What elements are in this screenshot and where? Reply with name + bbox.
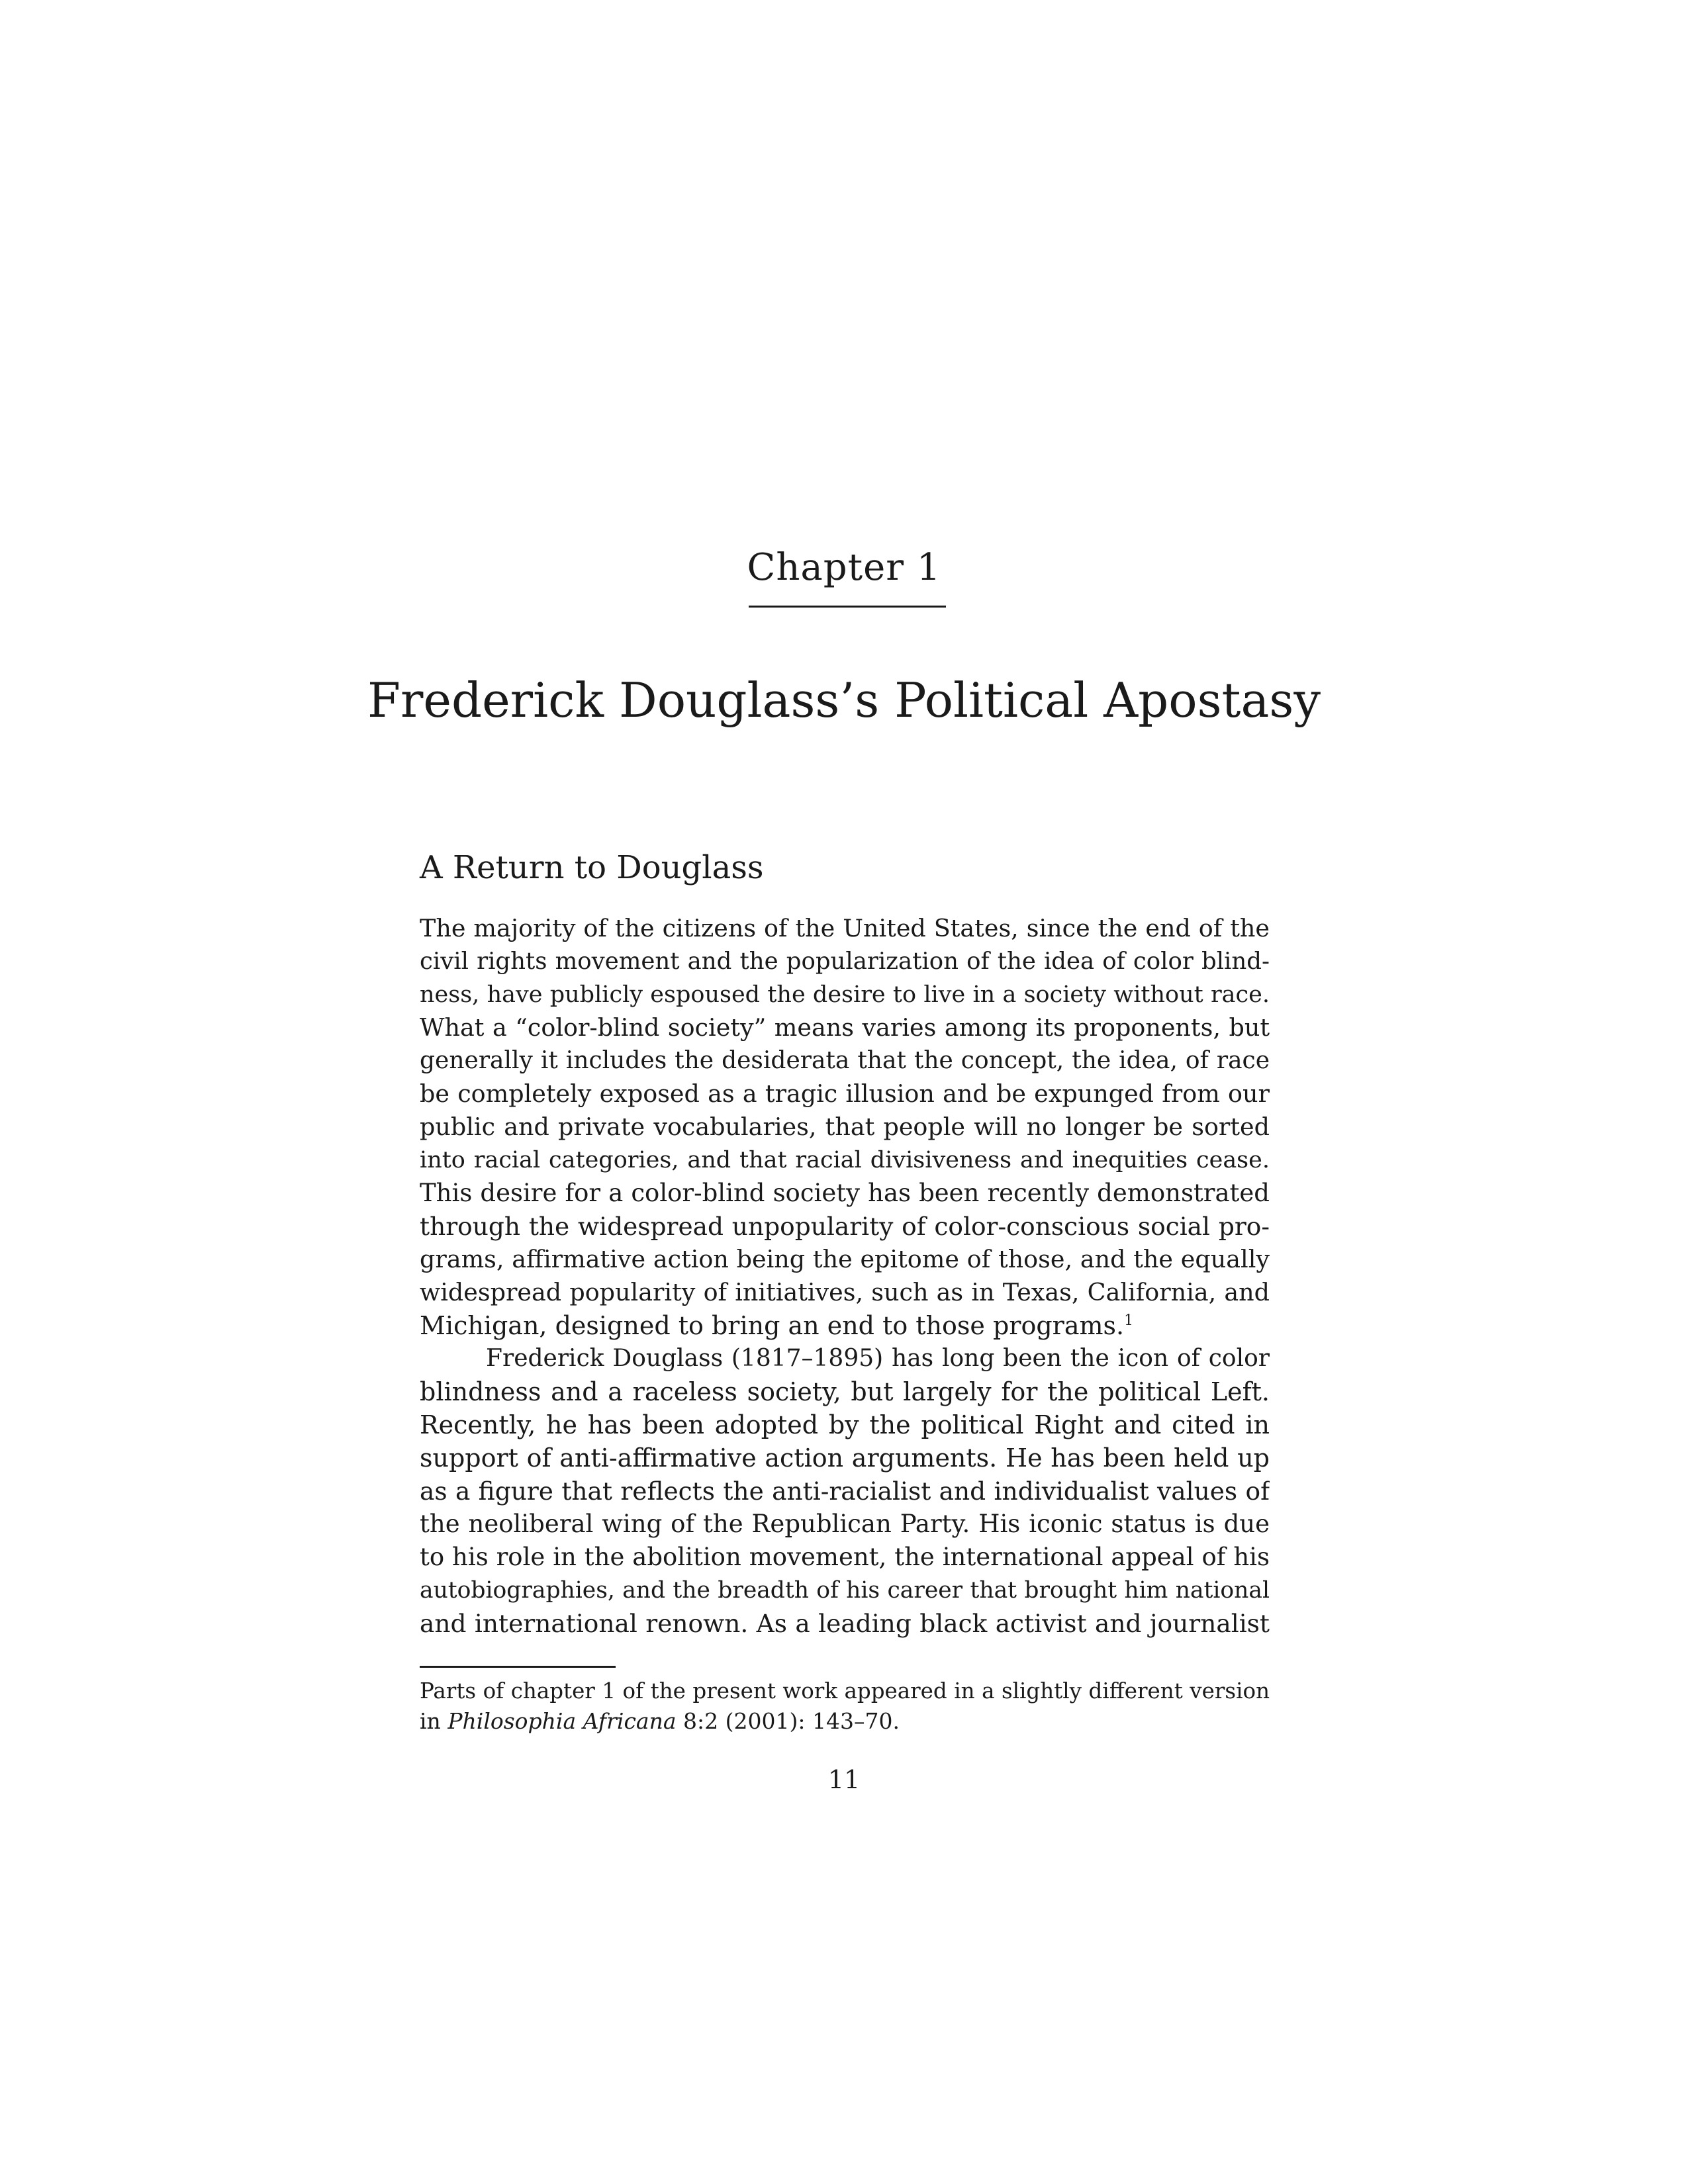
footnote-reference[interactable]: 1	[1124, 1312, 1134, 1329]
section-heading: A Return to Douglass	[420, 849, 764, 886]
footnote-citation: 8:2 (2001): 143–70.	[676, 1708, 900, 1734]
text-line: grams, affirmative action being the epitome of those, and the equally	[420, 1245, 1270, 1273]
text-line: public and private vocabularies, that people will no longer be sorted	[420, 1113, 1270, 1141]
paragraph-2	[420, 1342, 1270, 1640]
text-line: The majority of the citizens of the United States, since the end of the	[420, 914, 1270, 942]
text-line: autobiographies, and the breadth of his career that brought him national	[420, 1577, 1270, 1604]
text-line: This desire for a color-blind society has been recently demonstrated	[420, 1179, 1270, 1207]
text-line: be completely exposed as a tragic illusion and be expunged from our	[420, 1079, 1270, 1108]
paragraph-1	[420, 912, 1270, 1342]
text-line: civil rights movement and the popularization of the idea of color blind-	[420, 948, 1270, 975]
chapter-rule	[749, 606, 946, 608]
page-number: 11	[827, 1765, 861, 1794]
chapter-title: Frederick Douglass’s Political Apostasy	[367, 672, 1321, 728]
footnote-prefix: in	[420, 1708, 448, 1734]
body-text	[420, 912, 1270, 1640]
text-line: Recently, he has been adopted by the political Right and cited in	[420, 1410, 1270, 1439]
text-line: ness, have publicly espoused the desire to live in a society without race.	[420, 981, 1270, 1008]
footnote	[420, 1676, 1270, 1737]
journal-title: Philosophia Africana	[447, 1708, 677, 1734]
text-line: as a figure that reflects the anti-racialist and individualist values of	[420, 1477, 1270, 1506]
text-line: and international renown. As a leading black activist and journalist	[420, 1609, 1270, 1638]
text-line	[420, 1309, 1270, 1342]
footnote-rule	[420, 1666, 616, 1668]
text-line: Frederick Douglass (1817–1895) has long been the icon of color	[486, 1345, 1270, 1372]
text-line: through the widespread unpopularity of color-conscious social pro-	[420, 1212, 1270, 1241]
text-line: widespread popularity of initiatives, such as in Texas, California, and	[420, 1278, 1270, 1306]
footnote-line: Parts of chapter 1 of the present work appeared in a slightly different version	[420, 1678, 1270, 1704]
line-text: Michigan, designed to bring an end to those programs.	[420, 1311, 1125, 1340]
text-line: the neoliberal wing of the Republican Party. His iconic status is due	[420, 1510, 1270, 1538]
footnote-line	[420, 1706, 1270, 1737]
text-line: blindness and a raceless society, but largely for the political Left.	[420, 1377, 1270, 1406]
text-line: generally it includes the desiderata that the concept, the idea, of race	[420, 1047, 1270, 1074]
text-line: support of anti-affirmative action arguments. He has been held up	[420, 1443, 1270, 1473]
text-line: into racial categories, and that racial divisiveness and inequities cease.	[420, 1147, 1270, 1173]
chapter-label: Chapter 1	[747, 546, 941, 589]
text-line: to his role in the abolition movement, the international appeal of his	[420, 1543, 1270, 1571]
text-line: What a “color-blind society” means varies among its proponents, but	[420, 1013, 1270, 1042]
